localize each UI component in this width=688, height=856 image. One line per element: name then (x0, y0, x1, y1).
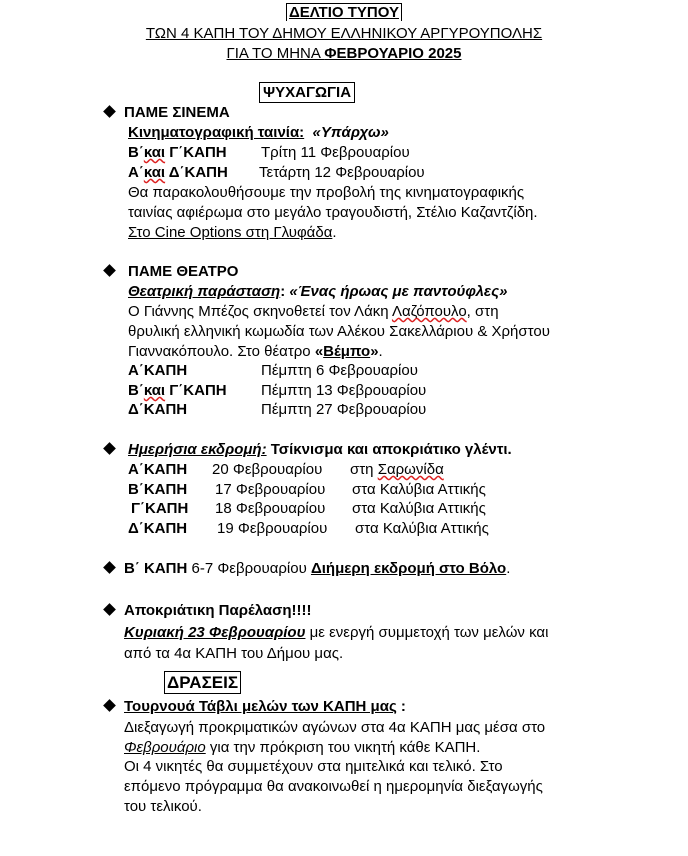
header-month: ΦΕΒΡΟΥΑΡΙΟ 2025 (324, 45, 462, 62)
tavli-heading-text: Τουρνουά Τάβλι μελών των ΚΑΠΗ μας (124, 698, 397, 715)
text: στα (352, 500, 380, 517)
theatre-row-2-name (128, 382, 227, 400)
excursion-row-place (355, 520, 489, 538)
excursion-heading (105, 441, 512, 459)
bullet-diamond-icon (103, 699, 116, 712)
theatre-play-title: «Ένας ήρωας με παντούφλες» (289, 283, 508, 300)
volos-trip (105, 560, 510, 578)
bullet-diamond-icon (103, 442, 116, 455)
excursion-row-place (352, 481, 486, 499)
theatre-row-3-name: Δ΄ΚΑΠΗ (128, 401, 188, 418)
kapi-letter: Β΄ (128, 382, 144, 399)
cinema-desc-1: Θα παρακολουθήσουμε την προβολή της κινηματογραφικής (128, 184, 525, 201)
theatre-venue-name: Βέμπο (323, 343, 371, 360)
theatre-desc-1 (128, 303, 499, 321)
text: Γιαννακόπουλο. Στο θέατρο (128, 343, 315, 360)
and-word: και (143, 144, 166, 161)
parade-line-2: από τα 4α ΚΑΠΗ του Δήμου μας. (124, 645, 344, 662)
tavli-heading (105, 698, 406, 716)
excursion-row-date: 17 Φεβρουαρίου (215, 481, 326, 498)
quote: « (314, 343, 324, 360)
excursion-row-name: Γ΄ΚΑΠΗ (131, 500, 189, 517)
period: . (506, 560, 511, 577)
parade-line-1 (124, 624, 548, 642)
parade-heading (105, 602, 312, 620)
cinema-venue (128, 224, 337, 242)
theatre-desc-3 (128, 343, 383, 361)
place-name: Καλύβια Αττικής (382, 520, 489, 537)
header-line-2: ΤΩΝ 4 ΚΑΠΗ ΤΟΥ ΔΗΜΟΥ ΕΛΛΗΝΙΚΟΥ ΑΡΓΥΡΟΥΠΟΛΗΣ (145, 25, 543, 42)
theatre-row-1-name: Α΄ΚΑΠΗ (128, 362, 188, 379)
and-word: και (143, 382, 166, 399)
text: Ο Γιάννης Μπέζος σκηνοθετεί τον Λάκη (128, 303, 392, 320)
section-entertainment (259, 84, 355, 102)
text: για την πρόκριση του νικητή κάθε ΚΑΠΗ. (205, 739, 481, 756)
section-entertainment-title: ΨΥΧΑΓΩΓΙΑ (259, 82, 355, 103)
cinema-movie-title: «Υπάρχω» (312, 124, 389, 141)
kapi-name: Γ΄ΚΑΠΗ (165, 144, 227, 161)
header-line-3 (0, 45, 688, 63)
theatre-row-1-date: Πέμπτη 6 Φεβρουαρίου (261, 362, 418, 379)
excursion-row-name: Α΄ΚΑΠΗ (128, 461, 188, 478)
parade-heading-text: Αποκριάτικη Παρέλαση!!!! (124, 602, 312, 619)
place-name: Καλύβια Αττικής (379, 500, 486, 517)
text: στη (350, 461, 378, 478)
header-month-prefix: ΓΙΑ ΤΟ ΜΗΝΑ (226, 45, 325, 62)
excursion-row-date: 18 Φεβρουαρίου (215, 500, 326, 517)
tavli-line-3: Οι 4 νικητές θα συμμετέχουν στα ημιτελικά και τελικό. Στο (124, 758, 503, 775)
excursion-row-place (350, 461, 444, 479)
text: , στη (466, 303, 499, 320)
theatre-heading-text: ΠΑΜΕ ΘΕΑΤΡΟ (128, 263, 239, 280)
cinema-heading (105, 104, 230, 122)
tavli-month: Φεβρουάριο (124, 739, 206, 756)
text: στα (355, 520, 383, 537)
parade-date: Κυριακή 23 Φεβρουαρίου (124, 624, 306, 641)
excursion-row-name: Β΄ΚΑΠΗ (128, 481, 188, 498)
bullet-diamond-icon (103, 264, 116, 277)
text: Λαζόπουλο (391, 303, 467, 320)
kapi-name: Γ΄ΚΑΠΗ (165, 382, 227, 399)
kapi-letter: Β΄ (128, 144, 144, 161)
excursion-row-date: 19 Φεβρουαρίου (217, 520, 328, 537)
tavli-line-1: Διεξαγωγή προκριματικών αγώνων στα 4α ΚΑΠΗ μας μέσα στο (124, 719, 546, 736)
colon: : (280, 283, 290, 300)
theatre-play-line (128, 283, 507, 301)
period: . (378, 343, 383, 360)
bullet-diamond-icon (103, 105, 116, 118)
excursion-row-date: 20 Φεβρουαρίου (212, 461, 323, 478)
theatre-row-2-date: Πέμπτη 13 Φεβρουαρίου (261, 382, 427, 399)
cinema-heading-text: ΠΑΜΕ ΣΙΝΕΜΑ (124, 104, 230, 121)
text: με ενεργή συμμετοχή των μελών και (305, 624, 549, 641)
section-actions (164, 674, 241, 692)
cinema-movie-line (128, 124, 389, 142)
theatre-label: Θεατρική παράσταση (128, 283, 281, 300)
quote: » (370, 343, 379, 360)
tavli-line-5: του τελικού. (124, 798, 202, 815)
excursion-row-name: Δ΄ΚΑΠΗ (128, 520, 188, 537)
excursion-row-place (352, 500, 486, 518)
period: . (332, 224, 337, 241)
text: στα (352, 481, 380, 498)
cinema-label: Κινηματογραφική ταινία: (128, 124, 305, 141)
volos-trip-title: Διήμερη εκδρομή στο Βόλο (310, 560, 507, 577)
kapi-name: Δ΄ΚΑΠΗ (165, 164, 228, 181)
cinema-row-2-date: Τετάρτη 12 Φεβρουαρίου (259, 164, 425, 181)
cinema-desc-2: ταινίας αφιέρωμα στο μεγάλο τραγουδιστή, Στέλιο Καζαντζίδη. (128, 204, 538, 221)
place-name: Καλύβια Αττικής (379, 481, 486, 498)
and-word: και (143, 164, 166, 181)
excursion-label: Ημερήσια εκδρομή: (128, 441, 267, 458)
tavli-line-4: επόμενο πρόγραμμα θα ανακοινωθεί η ημερομηνία διεξαγωγής (124, 778, 543, 795)
bullet-diamond-icon (103, 561, 116, 574)
volos-date: 6-7 Φεβρουαρίου (187, 560, 311, 577)
header-line-1 (0, 4, 688, 22)
tavli-line-2 (124, 739, 480, 757)
theatre-heading (105, 263, 238, 281)
kapi-letter: Α΄ (128, 164, 144, 181)
section-actions-title: ΔΡΑΣΕΙΣ (164, 671, 241, 694)
cinema-row-2-name (128, 164, 228, 182)
colon: : (396, 698, 406, 715)
excursion-title: Τσίκνισμα και αποκριάτικο γλέντι. (266, 441, 512, 458)
cinema-row-1-name (128, 144, 227, 162)
theatre-row-3-date: Πέμπτη 27 Φεβρουαρίου (261, 401, 427, 418)
bullet-diamond-icon (103, 603, 116, 616)
place-name: Σαρωνίδα (377, 461, 444, 478)
theatre-desc-2: θρυλική ελληνική κωμωδία των Αλέκου Σακελλάριου & Χρήστου (128, 323, 550, 340)
press-release-title: ΔΕΛΤΙΟ ΤΥΠΟΥ (286, 3, 402, 21)
volos-kapi-name: Β΄ ΚΑΠΗ (124, 560, 188, 577)
cinema-venue-text: Στο Cine Options στη Γλυφάδα (128, 224, 333, 241)
cinema-row-1-date: Τρίτη 11 Φεβρουαρίου (261, 144, 410, 161)
